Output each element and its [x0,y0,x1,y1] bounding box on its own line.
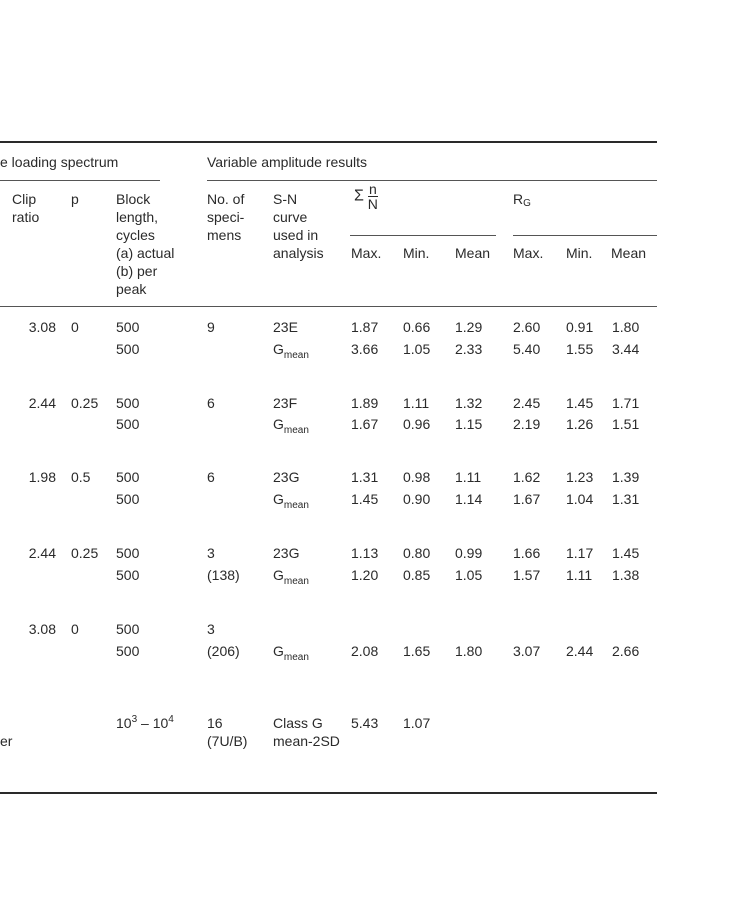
sum-max-cell: 1.13 [351,545,379,561]
rg-min-cell: 0.91 [566,319,594,335]
specimens-cell: 16 [207,715,223,731]
rg-mean-cell: 1.71 [612,395,640,411]
sum-mean-cell: 1.29 [455,319,483,335]
sum-min-cell: 1.65 [403,643,431,659]
rg-max-cell: 5.40 [513,341,541,357]
sum-min-cell: 0.90 [403,491,431,507]
rg-min-cell: 1.04 [566,491,594,507]
rg-mean-cell: 1.51 [612,416,640,432]
specimens-cell: 6 [207,469,215,485]
sum-max-cell: 1.31 [351,469,379,485]
curve-cell: 23G [273,469,300,485]
col-clip-ratio: Clip ratio [12,191,40,225]
rg-mean-cell: 1.45 [612,545,640,561]
col-rg-max: Max. [513,245,544,261]
sum-max-cell: 1.89 [351,395,379,411]
col-rg-mean: Mean [611,245,647,261]
sum-mean-cell: 1.11 [455,469,482,485]
block-cell: 500 [116,469,140,485]
p-cell: 0.25 [71,395,99,411]
sum-max-cell: 1.20 [351,567,379,583]
block-cell: 500 [116,567,140,583]
header-bottom-rule [0,306,657,307]
specimens-cell: (138) [207,567,240,583]
p-cell: 0 [71,319,79,335]
col-rg-min: Min. [566,245,593,261]
group-left-header: e loading spectrum [0,154,119,170]
col-sn-curve: S-N curve used in analysis [273,191,324,261]
col-p: p [71,191,79,207]
rg-min-cell: 1.11 [566,567,593,583]
specimens-cell: 6 [207,395,215,411]
rg-min-cell: 1.45 [566,395,594,411]
clip-ratio-cell: 1.98 [28,469,56,485]
sum-min-cell: 1.05 [403,341,431,357]
rg-max-cell: 3.07 [513,643,541,659]
block-cell: 500 [116,319,140,335]
block-cell: 500 [116,341,140,357]
sum-max-cell: 2.08 [351,643,379,659]
curve-cell: mean-2SD [273,733,340,749]
sum-min-cell: 0.66 [403,319,431,335]
specimens-cell: 3 [207,621,215,637]
sum-min-cell: 1.07 [403,715,431,731]
sum-mean-cell: 1.32 [455,395,483,411]
curve-cell: $G_{mean}$ [273,567,309,587]
curve-cell: $G_{mean}$ [273,643,309,663]
block-cell: 500 [116,395,140,411]
p-cell: 0 [71,621,79,637]
sum-symbol: Σ [354,187,364,205]
block-cell: 500 [116,643,140,659]
rg-min-cell: 2.44 [566,643,594,659]
curve-cell: $G_{mean}$ [273,491,309,511]
block-cell: $10^3 - 10^4$ [116,714,174,731]
block-cell: 500 [116,416,140,432]
curve-cell: 23E [273,319,298,335]
sum-mean-cell: 1.80 [455,643,483,659]
group-right-underline [207,180,657,181]
rg-max-cell: 1.57 [513,567,541,583]
rg-min-cell: 1.23 [566,469,594,485]
sum-mean-cell: 1.05 [455,567,483,583]
rg-max-cell: 2.45 [513,395,541,411]
rg-min-cell: 1.26 [566,416,594,432]
sum-mean-cell: 1.14 [455,491,483,507]
rg-mean-cell: 1.38 [612,567,640,583]
curve-cell: 23F [273,395,298,411]
sum-underline [350,235,496,236]
curve-cell: Class G [273,715,323,731]
bottom-rule [0,792,657,794]
rg-mean-cell: 2.66 [612,643,640,659]
sum-max-cell: 1.45 [351,491,379,507]
rg-max-cell: 2.60 [513,319,541,335]
rg-max-cell: 2.19 [513,416,541,432]
col-sum-max: Max. [351,245,382,261]
p-cell: 0.5 [71,469,91,485]
sum-max-cell: 1.87 [351,319,379,335]
specimens-cell: 3 [207,545,215,561]
top-rule [0,141,657,143]
specimens-cell: 9 [207,319,215,335]
specimens-cell: (206) [207,643,240,659]
rg-mean-cell: 1.31 [612,491,640,507]
sum-max-cell: 1.67 [351,416,379,432]
rg-mean-cell: 1.80 [612,319,640,335]
curve-cell: $G_{mean}$ [273,341,309,361]
col-rg: RG [513,191,531,209]
col-sum-mean: Mean [455,245,491,261]
rg-min-cell: 1.17 [566,545,594,561]
sum-mean-cell: 0.99 [455,545,483,561]
sum-min-cell: 0.98 [403,469,431,485]
n-over-N-fraction: $\frac{n}{N}$ [367,181,378,212]
rg-underline [513,235,657,236]
sum-min-cell: 1.11 [403,395,430,411]
sum-max-cell: 3.66 [351,341,379,357]
block-cell: 500 [116,491,140,507]
left-cutoff-text: er [0,733,13,749]
rg-max-cell: 1.67 [513,491,541,507]
sum-min-cell: 0.85 [403,567,431,583]
curve-cell: $G_{mean}$ [273,416,309,436]
sum-min-cell: 0.80 [403,545,431,561]
rg-min-cell: 1.55 [566,341,594,357]
clip-ratio-cell: 2.44 [28,545,56,561]
group-right-header: Variable amplitude results [207,154,368,170]
clip-ratio-cell: 3.08 [28,319,56,335]
clip-ratio-cell: 2.44 [28,395,56,411]
col-no-specimens: No. of speci- mens [207,191,245,243]
sum-min-cell: 0.96 [403,416,431,432]
curve-cell: 23G [273,545,300,561]
rg-max-cell: 1.66 [513,545,541,561]
group-left-underline [0,180,160,181]
sum-mean-cell: 1.15 [455,416,483,432]
block-cell: 500 [116,545,140,561]
rg-mean-cell: 3.44 [612,341,640,357]
col-sum-n-over-N [354,182,378,211]
p-cell: 0.25 [71,545,99,561]
clip-ratio-cell: 3.08 [28,621,56,637]
rg-mean-cell: 1.39 [612,469,640,485]
sum-max-cell: 5.43 [351,715,379,731]
specimens-cell: (7U/B) [207,733,248,749]
block-cell: 500 [116,621,140,637]
sum-mean-cell: 2.33 [455,341,483,357]
rg-max-cell: 1.62 [513,469,541,485]
col-block-length: Block length, cycles (a) actual (b) per peak [116,191,175,297]
col-sum-min: Min. [403,245,430,261]
